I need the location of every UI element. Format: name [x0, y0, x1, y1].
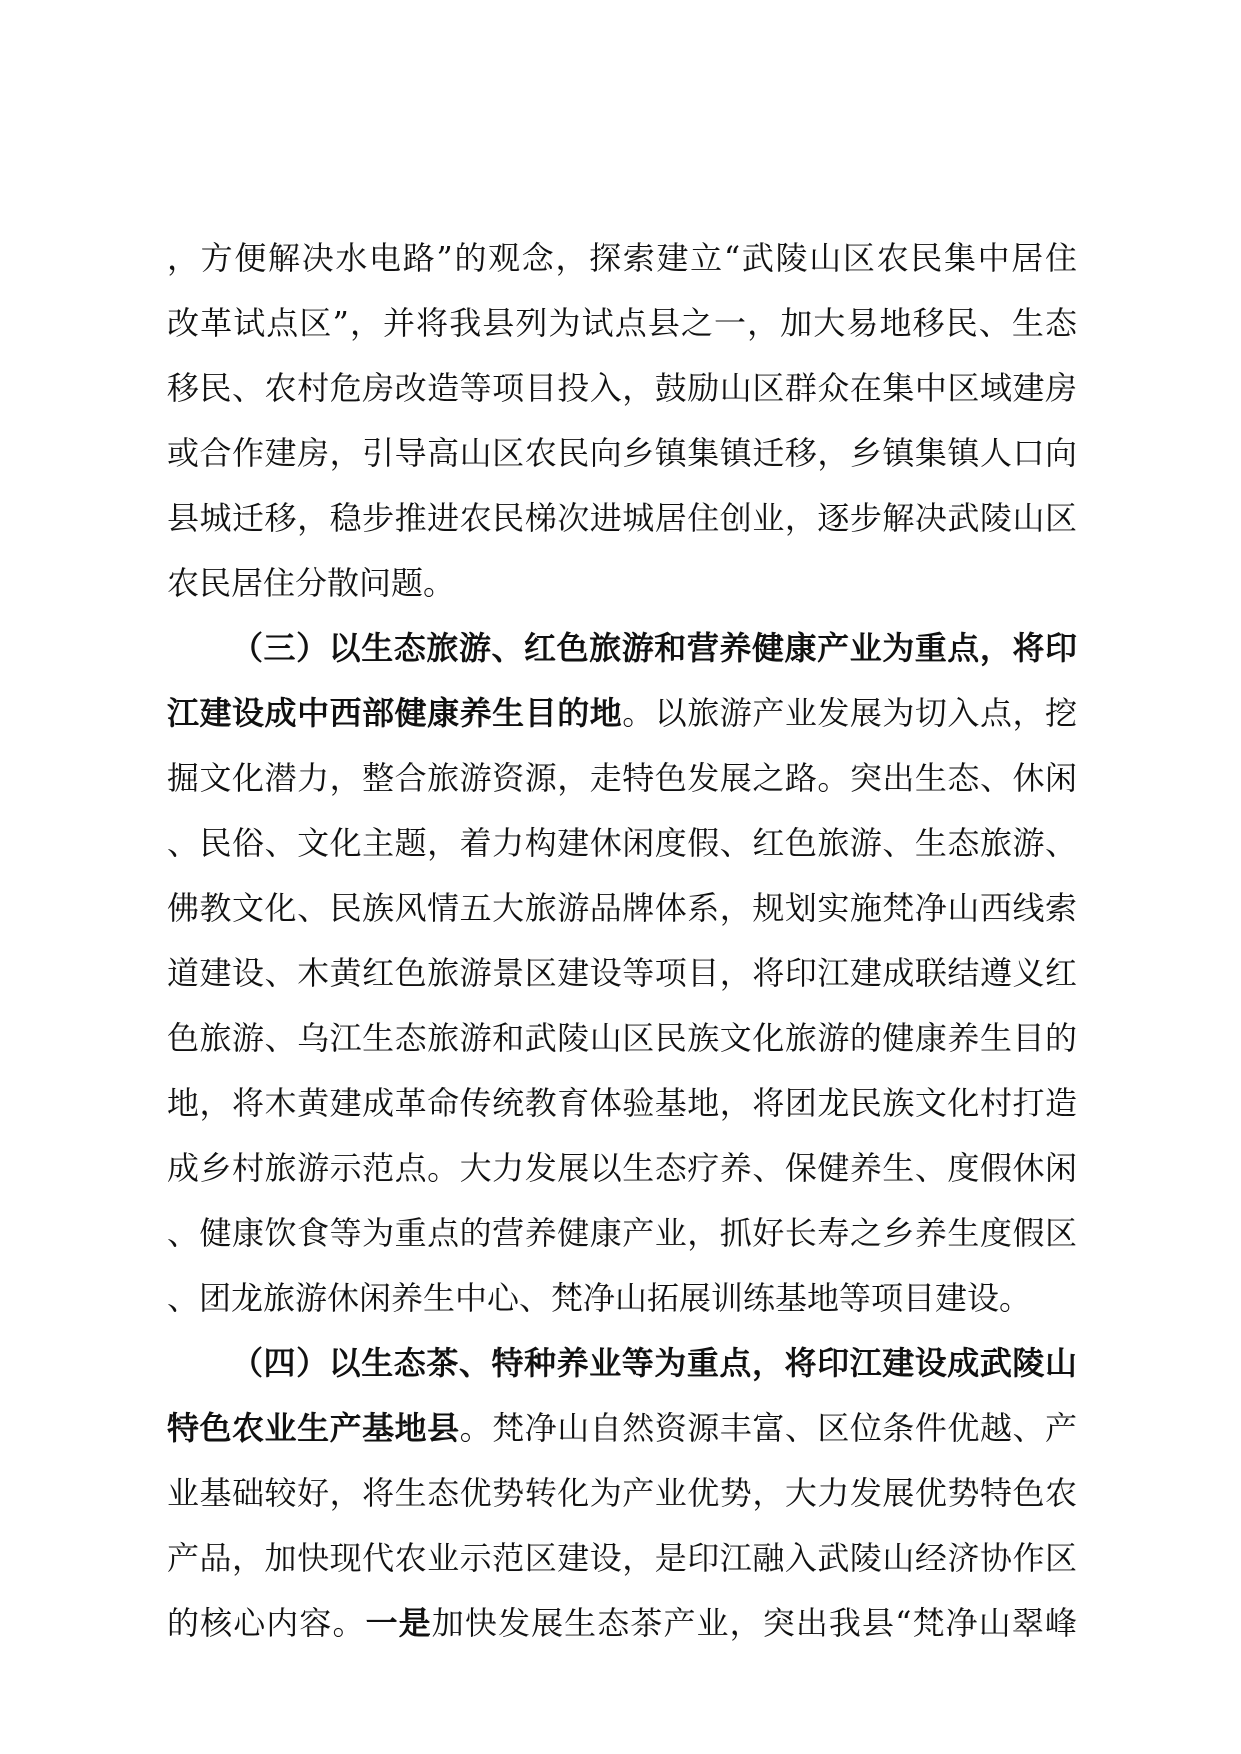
- text-span: 。以旅游产业发展为切入点，挖: [622, 694, 1077, 732]
- text-span: 农民居住分散问题。: [167, 564, 456, 602]
- text-line: [167, 1461, 1077, 1526]
- text-line: [167, 1071, 1077, 1136]
- text-span: 道建设、木黄红色旅游景区建设等项目，将印江建成联结遵义红: [167, 954, 1077, 992]
- document-page: [167, 226, 1077, 1656]
- text-line: [167, 291, 1077, 356]
- text-span: ，方便解决水电路”的观念，探索建立“武陵山区农民集中居住: [167, 239, 1077, 277]
- text-span: 产品，加快现代农业示范区建设，是印江融入武陵山经济协作区: [167, 1539, 1077, 1577]
- text-span: 业基础较好，将生态优势转化为产业优势，大力发展优势特色农: [167, 1474, 1077, 1512]
- text-span: 成乡村旅游示范点。大力发展以生态疗养、保健养生、度假休闲: [167, 1149, 1077, 1187]
- section-heading-line: [167, 616, 1077, 681]
- text-span: 移民、农村危房改造等项目投入，鼓励山区群众在集中区域建房: [167, 369, 1077, 407]
- text-span: 地，将木黄建成革命传统教育体验基地，将团龙民族文化村打造: [167, 1084, 1077, 1122]
- text-span: 、健康饮食等为重点的营养健康产业，抓好长寿之乡养生度假区: [167, 1214, 1077, 1252]
- text-span: 、民俗、文化主题，着力构建休闲度假、红色旅游、生态旅游、: [167, 824, 1077, 862]
- section-heading-line: [167, 1331, 1077, 1396]
- text-line: [167, 421, 1077, 486]
- bold-heading: 特色农业生产基地县: [167, 1409, 460, 1447]
- text-line: [167, 1591, 1077, 1656]
- text-line: [167, 1201, 1077, 1266]
- text-span: 。梵净山自然资源丰富、区位条件优越、产: [459, 1409, 1077, 1447]
- bold-heading: （四）以生态茶、特种养业等为重点，将印江建设成武陵山: [231, 1344, 1077, 1382]
- text-line: [167, 876, 1077, 941]
- text-line: [167, 811, 1077, 876]
- text-span: 佛教文化、民族风情五大旅游品牌体系，规划实施梵净山西线索: [167, 889, 1077, 927]
- text-line: [167, 1136, 1077, 1201]
- text-line: [167, 551, 1077, 616]
- bold-heading: 江建设成中西部健康养生目的地: [167, 694, 623, 732]
- text-span: 掘文化潜力，整合旅游资源，走特色发展之路。突出生态、休闲: [167, 759, 1077, 797]
- text-line: [167, 486, 1077, 551]
- text-span: 、团龙旅游休闲养生中心、梵净山拓展训练基地等项目建设。: [167, 1279, 1032, 1317]
- text-span: 改革试点区”，并将我县列为试点县之一，加大易地移民、生态: [167, 304, 1077, 342]
- text-line: [167, 746, 1077, 811]
- text-span: 县城迁移，稳步推进农民梯次进城居住创业，逐步解决武陵山区: [167, 499, 1077, 537]
- text-line: [167, 1266, 1077, 1331]
- text-line: [167, 1006, 1077, 1071]
- text-line: [167, 226, 1077, 291]
- text-span: 的核心内容。: [167, 1604, 366, 1642]
- text-span: 色旅游、乌江生态旅游和武陵山区民族文化旅游的健康养生目的: [167, 1019, 1077, 1057]
- text-span: 加快发展生态茶产业，突出我县“梵净山翠峰: [431, 1604, 1077, 1642]
- text-line: [167, 1526, 1077, 1591]
- bold-marker: 一是: [365, 1604, 432, 1642]
- bold-heading: （三）以生态旅游、红色旅游和营养健康产业为重点，将印: [231, 629, 1077, 667]
- text-line: [167, 681, 1077, 746]
- text-line: [167, 941, 1077, 1006]
- text-line: [167, 356, 1077, 421]
- text-span: 或合作建房，引导高山区农民向乡镇集镇迁移，乡镇集镇人口向: [167, 434, 1077, 472]
- text-line: [167, 1396, 1077, 1461]
